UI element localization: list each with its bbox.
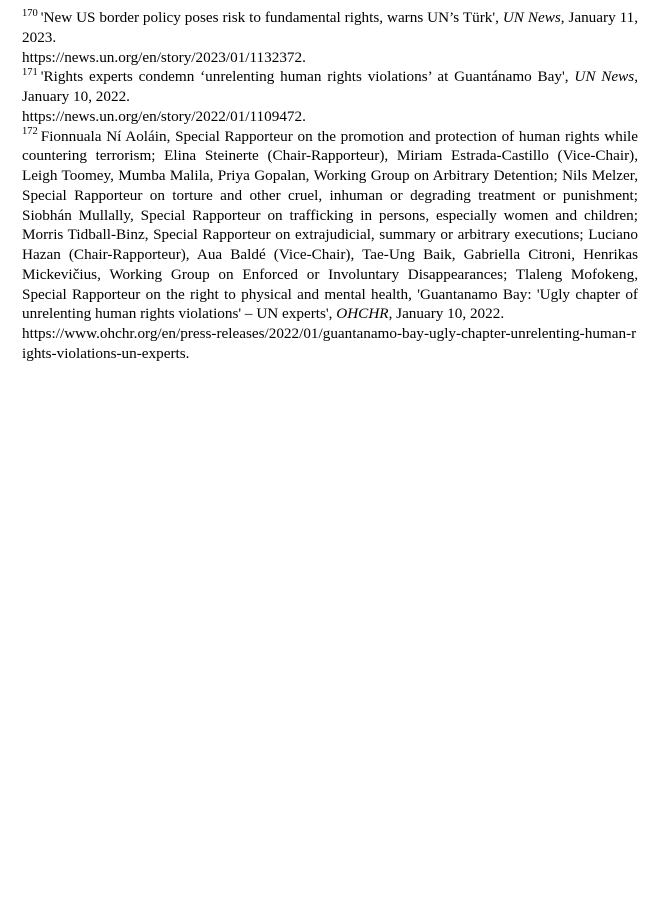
- footnote-number: 170: [22, 7, 38, 19]
- footnote-number: 171: [22, 67, 38, 79]
- footnote-172: [22, 127, 638, 325]
- footnote-text-part: 'Rights experts condemn ‘unrelenting human rights violations’ at Guantánamo Bay',: [40, 68, 575, 86]
- footnote-171: [22, 67, 638, 107]
- footnote-171-url[interactable]: https://news.un.org/en/story/2022/01/1109472.: [22, 107, 306, 125]
- footnote-170: [22, 8, 638, 48]
- footnote-text-part: , January 10, 2022.: [22, 68, 638, 105]
- footnote-source-italic: UN News: [574, 68, 635, 86]
- footnote-170-url[interactable]: https://news.un.org/en/story/2023/01/1132372.: [22, 48, 306, 66]
- footnote-text-part: January 11, 2023.: [22, 9, 638, 46]
- footnote-text-part: , January 10, 2022.: [388, 305, 505, 323]
- footnote-number: 172: [22, 126, 38, 138]
- footnote-172-url[interactable]: https://www.ohchr.org/en/press-releases/2022/01/guantanamo-bay-ugly-chapter-unrelenting-human-rights-violations-un-experts.: [22, 325, 637, 362]
- footnote-text-part: 'New US border policy poses risk to fundamental rights, warns UN’s Türk',: [40, 9, 503, 26]
- footnote-source-italic: OHCHR: [336, 305, 389, 323]
- footnote-source-italic: UN News,: [502, 9, 565, 26]
- footnote-text-part: Fionnuala Ní Aoláin, Special Rapporteur on the promotion and protection of human rights while countering terrorism; Elina Steinerte (Chair-Rapporteur), Miriam Estrada-Castillo (Vice-Chair), Leigh Toomey, Mumba Malila, Priya Gopalan, Working Group on Arbitrary Detention; Nils Melzer, Special Rapporteur on torture and other cruel, inhuman or degrading treatment or punishment; Siobhán Mullally, Special Rapporteur on trafficking in persons, especially women and children; Morris Tidball-Binz, Special Rapporteur on extrajudicial, summary or arbitrary executions; Luciano Hazan (Chair-Rapporteur), Aua Baldé (Vice-Chair), Tae-Ung Baik, Gabriella Citroni, Henrikas Mickevičius, Working Group on Enforced or Involuntary Disappearances; Tlaleng Mofokeng, Special Rapporteur on the right to physical and mental health, 'Guantanamo Bay: 'Ugly chapter of unrelenting human rights violations' – UN experts',: [22, 127, 638, 323]
